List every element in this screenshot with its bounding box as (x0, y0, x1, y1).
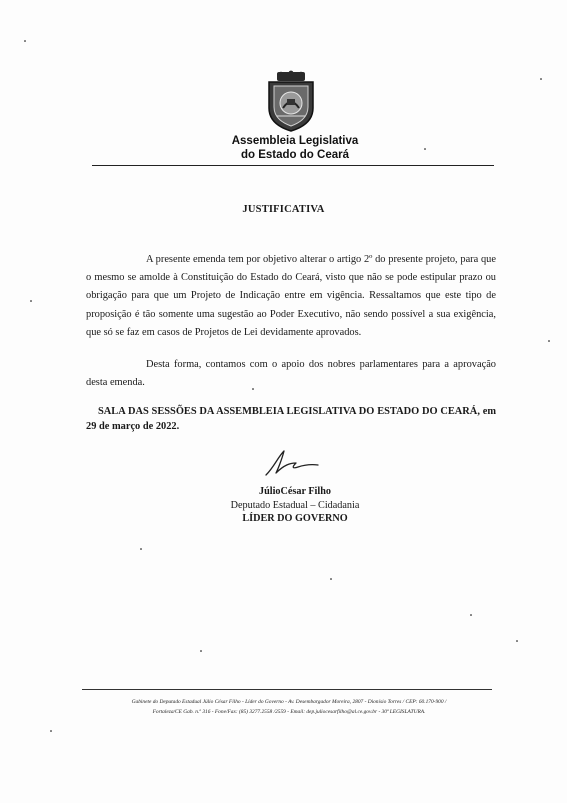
scan-speck (50, 730, 52, 732)
scan-speck (548, 340, 550, 342)
scan-speck (470, 614, 472, 616)
footer-divider (82, 689, 492, 690)
signature-block (200, 485, 390, 526)
signer-title: LÍDER DO GOVERNO (242, 513, 348, 524)
handwritten-signature-icon (262, 447, 322, 479)
paragraph-1 (86, 251, 496, 342)
footer-line-1: Gabinete do Deputado Estadual Júlio César Filho - Líder do Governo - Av. Desembargador Moreira, 2807 - Dionísio Torres / CEP: 60.170-900 / (131, 699, 447, 705)
scan-speck (424, 148, 426, 150)
organization-name (160, 134, 430, 162)
paragraph-2 (86, 356, 496, 392)
scan-speck (30, 300, 32, 302)
scan-speck (24, 40, 26, 42)
footer-address (84, 697, 494, 717)
scan-speck (140, 548, 142, 550)
org-line-2: do Estado do Ceará (241, 149, 349, 161)
paragraph-1-text: A presente emenda tem por objetivo alterar o artigo 2º do presente projeto, para que o mesmo se amolde à Constituição do Estado do Ceará, visto que não se pode estipular prazo ou obrigação para que um Projeto de Indicação entre em vigência. Ressaltamos que este tipo de proposição é tão somente uma sugestão ao Poder Executivo, não sendo possível a sua exigência, que só se faz em casos de Projetos de Lei devidamente aprovados. (86, 254, 496, 338)
scan-speck (540, 78, 542, 80)
footer-line-2: Fortaleza/CE Gab. n.º 316 - Fone/Fax: (85) 3277.2558 /2559 - Email: dep.juliocesarfilho@al.ce.gov.br - 30ª LEGISLATURA. (152, 709, 426, 715)
scan-speck (200, 650, 202, 652)
signer-name: JúlioCésar Filho (259, 486, 331, 497)
header-divider (92, 165, 494, 166)
org-line-1: Assembleia Legislativa (231, 135, 359, 147)
signer-role: Deputado Estadual – Cidadania (230, 499, 360, 511)
scan-speck (252, 388, 254, 390)
document-heading: JUSTIFICATIVA (242, 204, 325, 215)
scan-speck (330, 578, 332, 580)
state-coat-of-arms-icon (265, 70, 317, 132)
session-line-text: SALA DAS SESSÕES DA ASSEMBLEIA LEGISLATIVA DO ESTADO DO CEARÁ, em 29 de março de 2022. (86, 406, 496, 432)
session-line (86, 405, 496, 434)
paragraph-2-text: Desta forma, contamos com o apoio dos nobres parlamentares para a aprovação desta emenda. (86, 359, 496, 389)
scan-speck (516, 640, 518, 642)
